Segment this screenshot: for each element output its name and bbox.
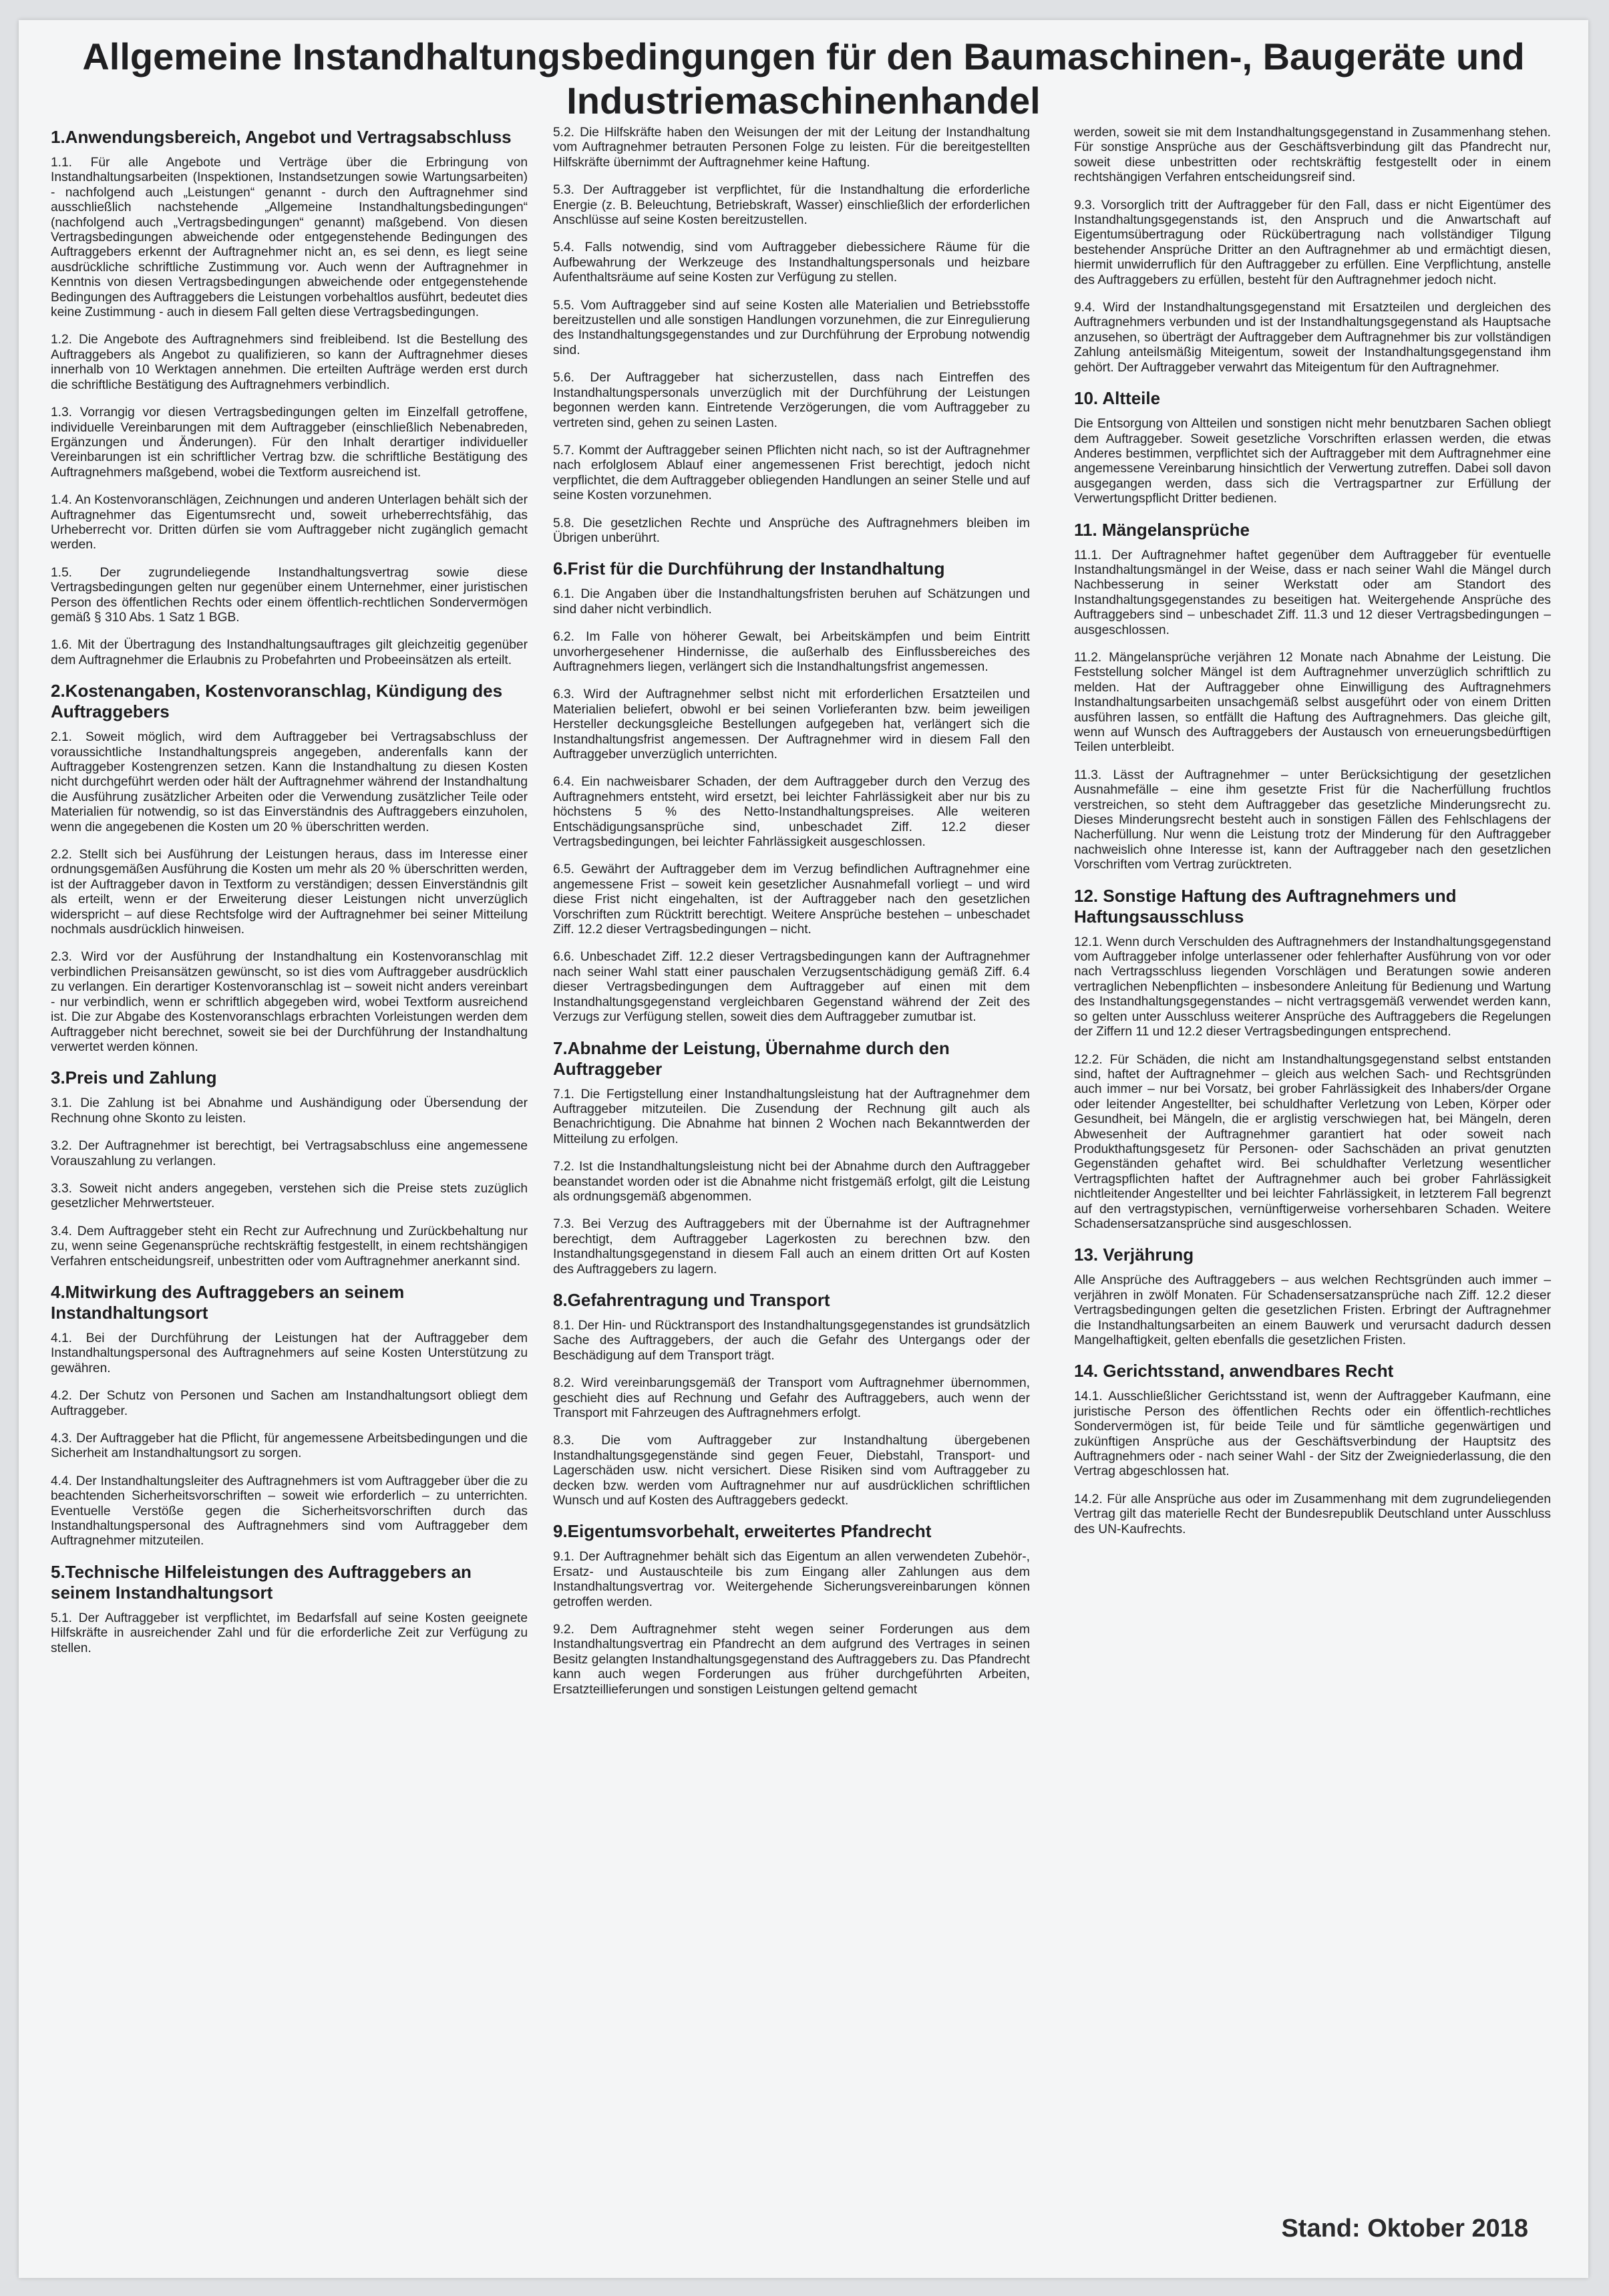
paragraph: 14.1. Ausschließlicher Gerichtsstand ist, wenn der Auftraggeber Kaufmann, eine juristische Person des öffentlichen Rechts oder ein öffentlich-rechtliches Sondervermögen ist, für beide Teile und für sämtliche gegenwärtigen und zukünftigen Ansprüche aus der Geschäftsverbindung der Hauptsitz des Auftragnehmers oder - nach seiner Wahl - der Sitz der Zweigniederlassung, die den Vertrag abgeschlossen hat. bbox=[1074, 1389, 1551, 1479]
paragraph: 8.2. Wird vereinbarungsgemäß der Transport vom Auftragnehmer übernommen, geschieht dies auf Rechnung und Gefahr des Auftraggebers, auch wenn der Transport mit Fahrzeugen des Auftragnehmers erfolgt. bbox=[553, 1376, 1030, 1420]
paragraph: 7.3. Bei Verzug des Auftraggebers mit der Übernahme ist der Auftragnehmer berechtigt, dem Auftraggeber Lagerkosten zu berechnen bzw. den Instandhaltungsgegenstand in diesem Fall auch an einem dritten Ort auf Kosten des Auftraggebers zu lagern. bbox=[553, 1217, 1030, 1277]
paragraph: 7.2. Ist die Instandhaltungsleistung nicht bei der Abnahme durch den Auftraggeber beanstandet worden oder ist die Abnahme nicht fristgemäß erfolgt, gilt die Leistung als ordnungsgemäß abgenommen. bbox=[553, 1160, 1030, 1204]
paragraph: 11.2. Mängelansprüche verjähren 12 Monate nach Abnahme der Leistung. Die Feststellung solcher Mängel ist dem Auftragnehmer unverzüglich schriftlich zu melden. Hat der Auftraggeber ohne Einwilligung des Auftragnehmers Instandhaltungsarbeiten unsachgemäß selbst ausgeführt oder von einem Dritten ausführen lassen, so entfällt die Haftung des Auftragnehmers. Das gleiche gilt, wenn auf Wunsch des Auftraggebers der Austausch von erneuerungsbedürftigen Teilen unterbleibt. bbox=[1074, 650, 1551, 755]
paragraph: 6.2. Im Falle von höherer Gewalt, bei Arbeitskämpfen und beim Eintritt unvorhergesehener Hindernisse, die außerhalb des Einflussbereiches des Auftragnehmers liegen, verlängert sich die Instandhaltungsfrist angemessen. bbox=[553, 630, 1030, 674]
paragraph: 5.3. Der Auftraggeber ist verpflichtet, für die Instandhaltung die erforderliche Energie (z. B. Beleuchtung, Betriebskraft, Wasser) einschließlich der erforderlichen Anschlüsse auf seine Kosten bereitzustellen. bbox=[553, 183, 1030, 228]
paragraph: 14.2. Für alle Ansprüche aus oder im Zusammenhang mit dem zugrundeliegenden Vertrag gilt das materielle Recht der Bundesrepublik Deutschland unter Ausschluss des UN-Kaufrechts. bbox=[1074, 1492, 1551, 1536]
paragraph: 1.1. Für alle Angebote und Verträge über die Erbringung von Instandhaltungsarbeiten (Inspektionen, Instandsetzungen sowie Wartungsarbeiten) - nachfolgend auch „Leistungen“ genannt - durch den Auftragnehmer sind ausschließlich nachstehende „Allgemeine Instandhaltungsbedingungen“ (nachfolgend auch „Vertragsbedingungen“ genannt) maßgebend. Von diesen Vertragsbedingungen abweichende oder entgegenstehende Bedingungen des Auftraggebers erkennt der Auftragnehmer nicht an, es sei denn, es liegt seine ausdrückliche schriftliche Zustimmung vor. Auch wenn der Auftragnehmer in Kenntnis von diesen Vertragsbedingungen abweichende oder entgegenstehende Bedingungen des Auftraggebers die Leistungen vorbehaltlos ausführt, bedeutet dies keine Zustimmung - auch in diesem Fall gelten diese Vertragsbedingungen. bbox=[51, 156, 528, 320]
paragraph: 4.2. Der Schutz von Personen und Sachen am Instandhaltungsort obliegt dem Auftraggeber. bbox=[51, 1389, 528, 1418]
paragraph: 8.1. Der Hin- und Rücktransport des Instandhaltungsgegenstandes ist grundsätzlich Sache des Auftraggebers, der auch die Gefahr des Untergangs oder der Beschädigung auf dem Transport trägt. bbox=[553, 1318, 1030, 1363]
section-heading: 12. Sonstige Haftung des Auftragnehmers und Haftungsausschluss bbox=[1074, 885, 1457, 927]
paragraph: 7.1. Die Fertigstellung einer Instandhaltungsleistung hat der Auftragnehmer dem Auftraggeber mitzuteilen. Die Zusendung der Rechnung gilt auch als Benachrichtigung. Die Abnahme hat binnen 2 Wochen nach Bekanntwerden der Mitteilung zu erfolgen. bbox=[553, 1087, 1030, 1146]
section-heading: 8.Gefahrentragung und Transport bbox=[553, 1289, 830, 1310]
paragraph: 1.6. Mit der Übertragung des Instandhaltungsauftrages gilt gleichzeitig gegenüber dem Auftragnehmer die Erlaubnis zu Probefahrten und Probeeinsätzen als erteilt. bbox=[51, 638, 528, 667]
section-heading: 14. Gerichtsstand, anwendbares Recht bbox=[1074, 1361, 1394, 1381]
paragraph: 4.3. Der Auftraggeber hat die Pflicht, für angemessene Arbeitsbedingungen und die Sicherheit am Instandhaltungsort zu sorgen. bbox=[51, 1432, 528, 1461]
paragraph: 5.1. Der Auftraggeber ist verpflichtet, im Bedarfsfall auf seine Kosten geeignete Hilfskräfte in ausreichender Zahl und für die erforderliche Zeit zur Verfügung zu stellen. bbox=[51, 1611, 528, 1655]
section-heading: 3.Preis und Zahlung bbox=[51, 1068, 217, 1088]
paragraph: 11.1. Der Auftragnehmer haftet gegenüber dem Auftraggeber für eventuelle Instandhaltungsmängel in der Weise, dass er nach seiner Wahl die Mängel durch Nachbesserung in seiner Werkstatt oder am Standort des Instandhaltungsgegenstandes zu beseitigen hat. Weitergehende Ansprüche des Auftraggebers sind – unbeschadet Ziff. 11.3 und 12 dieser Vertragsbedingungen – ausgeschlossen. bbox=[1074, 548, 1551, 637]
paragraph: 3.3. Soweit nicht anders angegeben, verstehen sich die Preise stets zuzüglich gesetzlicher Mehrwertsteuer. bbox=[51, 1181, 528, 1211]
paragraph: 5.8. Die gesetzlichen Rechte und Ansprüche des Auftragnehmers bleiben im Übrigen unberührt. bbox=[553, 516, 1030, 545]
paragraph: 6.1. Die Angaben über die Instandhaltungsfristen beruhen auf Schätzungen und sind daher nicht verbindlich. bbox=[553, 587, 1030, 617]
document-page bbox=[19, 20, 1588, 2278]
paragraph: 1.5. Der zugrundeliegende Instandhaltungsvertrag sowie diese Vertragsbedingungen gelten nur gegenüber einem Unternehmer, einer juristischen Person des öffentlichen Rechts oder einem öffentlich-rechtlichen Sondervermögen gemäß § 310 Abs. 1 Satz 1 BGB. bbox=[51, 565, 528, 625]
section-heading: 9.Eigentumsvorbehalt, erweitertes Pfandrecht bbox=[553, 1521, 932, 1542]
paragraph: Die Entsorgung von Altteilen und sonstigen nicht mehr benutzbaren Sachen obliegt dem Auftraggeber. Soweit gesetzliche Vorschriften erlassen werden, die etwas Anderes bestimmen, verpflichtet sich der Auftraggeber mit dem Auftragnehmer eine angemessene Vereinbarung hinsichtlich der Verwertung zutreffen. Dabei soll davon ausgegangen werden, dass sich die Vertragspartner zur Erfüllung der Verwertungspflicht Dritter bedienen. bbox=[1074, 417, 1551, 506]
document-title: Allgemeine Instandhaltungsbedingungen für den Baumaschinen-, Baugeräte und Industriemaschinenhandel bbox=[82, 35, 1525, 122]
column-1 bbox=[51, 126, 528, 1669]
paragraph: 2.3. Wird vor der Ausführung der Instandhaltung ein Kostenvoranschlag mit verbindlichen Preisansätzen gewünscht, so ist dies vom Auftraggeber ausdrücklich zu verlangen. Ein derartiger Kostenvoranschlag ist – soweit nicht anders vereinbart - nur verbindlich, wenn er schriftlich abgegeben wird, wobei Textform ausreichend ist. Die zur Abgabe des Kostenvoranschlags erbrachten Vorleistungen werden dem Auftraggeber nicht berechnet, soweit sie bei der Durchführung der Instandhaltung verwertet werden können. bbox=[51, 950, 528, 1054]
section-heading: 11. Mängelansprüche bbox=[1074, 519, 1250, 540]
paragraph: 5.5. Vom Auftraggeber sind auf seine Kosten alle Materialien und Betriebsstoffe bereitzustellen und alle sonstigen Handlungen vorzunehmen, die zur Einregulierung des Instandhaltungsgegenstandes und zur Durchführung der Erprobung notwendig sind. bbox=[553, 298, 1030, 357]
paragraph: 3.2. Der Auftragnehmer ist berechtigt, bei Vertragsabschluss eine angemessene Vorauszahlung zu verlangen. bbox=[51, 1139, 528, 1168]
paragraph: 1.3. Vorrangig vor diesen Vertragsbedingungen gelten im Einzelfall getroffene, individuelle Vereinbarungen mit dem Auftraggeber (einschließlich Nebenabreden, Ergänzungen und Änderungen). Für den Inhalt derartiger individueller Vereinbarungen ist ein schriftlicher Vertrag bzw. die schriftliche Bestätigung des Auftragnehmers maßgebend, wobei die Textform ausreichend ist. bbox=[51, 405, 528, 480]
paragraph: 6.5. Gewährt der Auftraggeber dem im Verzug befindlichen Auftragnehmer eine angemessene Frist – soweit kein gesetzlicher Ausnahmefall vorliegt – und wird diese Frist nicht eingehalten, ist der Auftraggeber nach den gesetzlichen Vorschriften zum Rücktritt berechtigt. Weitere Ansprüche bestehen – unbeschadet Ziff. 12.2 dieser Vertragsbedingungen – nicht. bbox=[553, 862, 1030, 937]
section-heading: 13. Verjährung bbox=[1074, 1245, 1194, 1265]
column-2 bbox=[553, 126, 1030, 1710]
paragraph: 3.4. Dem Auftraggeber steht ein Recht zur Aufrechnung und Zurückbehaltung nur zu, wenn seine Gegenansprüche rechtskräftig festgestellt, in einem rechtshängigen Verfahren entscheidungsreif, unbestritten oder vom Auftragnehmer anerkannt sind. bbox=[51, 1224, 528, 1269]
paragraph: 1.4. An Kostenvoranschlägen, Zeichnungen und anderen Unterlagen behält sich der Auftragnehmer das Eigentumsrecht und, soweit urheberrechtsfähig, das Urheberrecht vor. Dritten dürfen sie vom Auftraggeber nicht zugänglich gemacht werden. bbox=[51, 493, 528, 552]
paragraph: 2.1. Soweit möglich, wird dem Auftraggeber bei Vertragsabschluss der voraussichtliche Instandhaltungspreis angegeben, anderenfalls kann der Auftraggeber Kostengrenzen setzen. Kann die Instandhaltung zu diesen Kosten nicht durchgeführt werden oder hält der Auftragnehmer während der Instandhaltung die Ausführung zusätzlicher Arbeiten oder die Verwendung zusätzlicher Teile oder Materialien für notwendig, so ist das Einverständnis des Auftraggebers einzuholen, wenn die angegebenen die Kosten um 20 % überschritten werden. bbox=[51, 730, 528, 834]
paragraph: 6.3. Wird der Auftragnehmer selbst nicht mit erforderlichen Ersatzteilen und Materialien beliefert, obwohl er bei seinen Vorlieferanten bzw. beim jeweiligen Hersteller deckungsgleiche Bestellungen aufgegeben hat, verlängert sich die Instandhaltungsfrist angemessen. Der Auftragnehmer wird in diesem Fall den Auftraggeber unverzüglich unterrichten. bbox=[553, 687, 1030, 762]
paragraph: Alle Ansprüche des Auftraggebers – aus welchen Rechtsgründen auch immer – verjähren in zwölf Monaten. Für Schadensersatzansprüche nach Ziff. 12.2 dieser Vertragsbedingungen gelten die gesetzlichen Fristen. Erbringt der Auftragnehmer die Instandhaltungsarbeiten an einem Bauwerk und verursacht dadurch dessen Mangelhaftigkeit, gelten ebenfalls die gesetzlichen Fristen. bbox=[1074, 1273, 1551, 1347]
section-heading: 2.Kostenangaben, Kostenvoranschlag, Kündigung des Auftraggebers bbox=[51, 681, 503, 722]
paragraph: 2.2. Stellt sich bei Ausführung der Leistungen heraus, dass im Interesse einer ordnungsgemäßen Ausführung die Kosten um mehr als 20 % überschritten werden, ist der Auftraggeber davon in Textform zu verständigen; dessen Einverständnis gilt als erteilt, wenn er der Erweiterung dieser Leistungen nicht unverzüglich widerspricht – auf diese Rechtsfolge wird der Auftragnehmer bei seiner Mitteilung nochmals ausdrücklich hinweisen. bbox=[51, 848, 528, 937]
paragraph: 6.6. Unbeschadet Ziff. 12.2 dieser Vertragsbedingungen kann der Auftragnehmer nach seiner Wahl statt einer pauschalen Verzugsentschädigung gemäß Ziff. 6.4 dieser Vertragsbedingungen dem Auftraggeber auf einen mit dem Instandhaltungsgegenstand vergleichbaren Gegenstand während der Zeit des Verzugs zur Verfügung stellen, soweit dies dem Auftraggeber zumutbar ist. bbox=[553, 950, 1030, 1025]
paragraph: 9.2. Dem Auftragnehmer steht wegen seiner Forderungen aus dem Instandhaltungsvertrag ein Pfandrecht an dem aufgrund des Vertrages in seinen Besitz gelangten Instandhaltungsgegenstand des Auftraggebers zu. Das Pfandrecht kann auch wegen Forderungen aus früher durchgeführten Arbeiten, Ersatzteillieferungen und sonstigen Leistungen geltend gemacht bbox=[553, 1623, 1030, 1697]
paragraph: werden, soweit sie mit dem Instandhaltungsgegenstand in Zusammenhang stehen. Für sonstige Ansprüche aus der Geschäftsverbindung gilt das Pfandrecht nur, soweit diese unbestritten oder rechtskräftig festgestellt oder in einem rechtshängigen Verfahren entscheidungsreif sind. bbox=[1074, 126, 1551, 185]
paragraph: 5.6. Der Auftraggeber hat sicherzustellen, dass nach Eintreffen des Instandhaltungspersonals unverzüglich mit der Durchführung der Leistungen begonnen werden kann. Eintretende Verzögerungen, die vom Auftraggeber zu vertreten sind, gehen zu seinen Lasten. bbox=[553, 371, 1030, 430]
paragraph: 6.4. Ein nachweisbarer Schaden, der dem Auftraggeber durch den Verzug des Auftragnehmers entsteht, wird ersetzt, bei leichter Fahrlässigkeit aber nur bis zu höchstens 5 % des Netto-Instandhaltungspreises. Alle weiteren Entschädigungsansprüche sind, unbeschadet Ziff. 12.2 dieser Vertragsbedingungen, bei leichter Fahrlässigkeit ausgeschlossen. bbox=[553, 775, 1030, 850]
section-heading: 4.Mitwirkung des Auftraggebers an seinem Instandhaltungsort bbox=[51, 1281, 405, 1323]
paragraph: 4.1. Bei der Durchführung der Leistungen hat der Auftraggeber dem Instandhaltungspersonal des Auftragnehmers auf seine Kosten Unterstützung zu gewähren. bbox=[51, 1331, 528, 1375]
paragraph: 3.1. Die Zahlung ist bei Abnahme und Aushändigung oder Übersendung der Rechnung ohne Skonto zu leisten. bbox=[51, 1096, 528, 1126]
paragraph: 9.3. Vorsorglich tritt der Auftraggeber für den Fall, dass er nicht Eigentümer des Instandhaltungsgegenstands ist, den Anspruch und die Anwartschaft auf Eigentumsübertragung oder Rückübertragung nach vollständiger Tilgung bestehender Ansprüche Dritter an den Auftragnehmer ab und ermächtigt diesen, hiermit unwiderruflich für den Auftraggeber zu erfüllen. Eine Verpflichtung, anstelle des Auftraggebers zu erfüllen, besteht für den Auftragnehmer jedoch nicht. bbox=[1074, 198, 1551, 287]
section-heading: 5.Technische Hilfeleistungen des Auftraggebers an seinem Instandhaltungsort bbox=[51, 1561, 472, 1603]
paragraph: 11.3. Lässt der Auftragnehmer – unter Berücksichtigung der gesetzlichen Ausnahmefälle – eine ihm gesetzte Frist für die Nacherfüllung fruchtlos verstreichen, so steht dem Auftraggeber das gesetzliche Minderungsrecht zu. Dieses Minderungsrecht besteht auch in sonstigen Fällen des Fehlschlagens der Nacherfüllung. Nur wenn die Leistung trotz der Minderung für den Auftraggeber nachweislich ohne Interesse ist, kann der Auftraggeber nach den gesetzlichen Vorschriften vom Vertrag zurücktreten. bbox=[1074, 768, 1551, 872]
paragraph: 5.2. Die Hilfskräfte haben den Weisungen der mit der Leitung der Instandhaltung vom Auftragnehmer betrauten Personen Folge zu leisten. Für die bereitgestellten Hilfskräfte übernimmt der Auftragnehmer keine Haftung. bbox=[553, 126, 1030, 170]
document-date: Stand: Oktober 2018 bbox=[1281, 2215, 1528, 2243]
paragraph: 1.2. Die Angebote des Auftragnehmers sind freibleibend. Ist die Bestellung des Auftraggebers als Angebot zu qualifizieren, so kann der Auftragnehmer dieses innerhalb von 10 Werktagen annehmen. Die erteilten Aufträge werden erst durch die schriftliche Bestätigung des Auftragnehmers verbindlich. bbox=[51, 333, 528, 392]
section-heading: 10. Altteile bbox=[1074, 388, 1161, 409]
column-3 bbox=[1074, 126, 1551, 1550]
paragraph: 5.7. Kommt der Auftraggeber seinen Pflichten nicht nach, so ist der Auftragnehmer nach erfolglosem Ablauf einer angemessenen Frist berechtigt, jedoch nicht verpflichtet, die dem Auftraggeber obliegenden Handlungen an seiner Stelle und auf seine Kosten vorzunehmen. bbox=[553, 443, 1030, 503]
paragraph: 4.4. Der Instandhaltungsleiter des Auftragnehmers ist vom Auftraggeber über die zu beachtenden Sicherheitsvorschriften – soweit wie erforderlich – zu unterrichten. Eventuelle Verstöße gegen die Sicherheitsvorschriften durch das Instandhaltungspersonal des Auftragnehmers sind vom Auftraggeber dem Auftragnehmer mitzuteilen. bbox=[51, 1474, 528, 1548]
paragraph: 8.3. Die vom Auftraggeber zur Instandhaltung übergebenen Instandhaltungsgegenstände sind gegen Feuer, Diebstahl, Transport- und Lagerschäden usw. nicht versichert. Diese Risiken sind vom Auftraggeber zu decken bzw. werden vom Auftragnehmer nur auf ausdrücklichen schriftlichen Wunsch und auf Kosten des Auftraggebers gedeckt. bbox=[553, 1434, 1030, 1508]
paragraph: 5.4. Falls notwendig, sind vom Auftraggeber diebessichere Räume für die Aufbewahrung der Werkzeuge des Instandhaltungspersonals und heizbare Aufenthaltsräume auf seine Kosten zur Verfügung zu stellen. bbox=[553, 240, 1030, 285]
section-heading: 6.Frist für die Durchführung der Instandhaltung bbox=[553, 558, 945, 579]
section-heading: 1.Anwendungsbereich, Angebot und Vertragsabschluss bbox=[51, 127, 512, 147]
paragraph: 9.4. Wird der Instandhaltungsgegenstand mit Ersatzteilen und dergleichen des Auftragnehmers verbunden und ist der Instandhaltungsgegenstand als Hauptsache anzusehen, so überträgt der Auftraggeber dem Auftragnehmer bis zur vollständigen Zahlung anteilsmäßig Miteigentum, soweit der Instandhaltungsgegenstand ihm gehört. Der Auftraggeber verwahrt das Miteigentum für den Auftragnehmer. bbox=[1074, 301, 1551, 375]
paragraph: 12.1. Wenn durch Verschulden des Auftragnehmers der Instandhaltungsgegenstand vom Auftraggeber infolge unterlassener oder fehlerhafter Ausführung von vor oder nach Vertragsschluss liegenden Vorschlägen und Beratungen sowie anderen vertraglichen Nebenpflichten – insbesondere Anleitung für Bedienung und Wartung des Instandhaltungsgegenstandes – nicht vertragsgemäß verwendet werden kann, so gelten unter Ausschluss weiterer Ansprüche des Auftraggebers die Regelungen der Ziffern 11 und 12.2 dieser Vertragsbedingungen entsprechend. bbox=[1074, 935, 1551, 1039]
paragraph: 12.2. Für Schäden, die nicht am Instandhaltungsgegenstand selbst entstanden sind, haftet der Auftragnehmer – gleich aus welchen Sach- und Rechtsgründen auch immer – nur bei Vorsatz, bei grober Fahrlässigkeit des Inhabers/der Organe oder leitender Angestellter, bei schuldhafter Verletzung von Leben, Körper oder Gesundheit, bei Mängeln, die er arglistig verschwiegen hat, bei Mängeln, deren Abwesenheit der Auftragnehmer garantiert hat oder soweit nach Produkthaftungsgesetz für Personen- oder Sachschäden an privat genutzten Gegenständen gehaftet wird. Bei schuldhafter Verletzung wesentlicher Vertragspflichten haftet der Auftragnehmer auch bei grober Fahrlässigkeit nichtleitender Angestellter und bei leichter Fahrlässigkeit, in letzterem Fall begrenzt auf den vertragstypischen, vernünftigerweise vorhersehbaren Schaden. Weitere Schadensersatzansprüche sind ausgeschlossen. bbox=[1074, 1052, 1551, 1231]
section-heading: 7.Abnahme der Leistung, Übernahme durch den Auftraggeber bbox=[553, 1037, 950, 1079]
paragraph: 9.1. Der Auftragnehmer behält sich das Eigentum an allen verwendeten Zubehör-, Ersatz- und Austauschteile bis zum Eingang aller Zahlungen aus dem Instandhaltungsvertrag vor. Weitergehende Sicherungsvereinbarungen können getroffen werden. bbox=[553, 1550, 1030, 1609]
